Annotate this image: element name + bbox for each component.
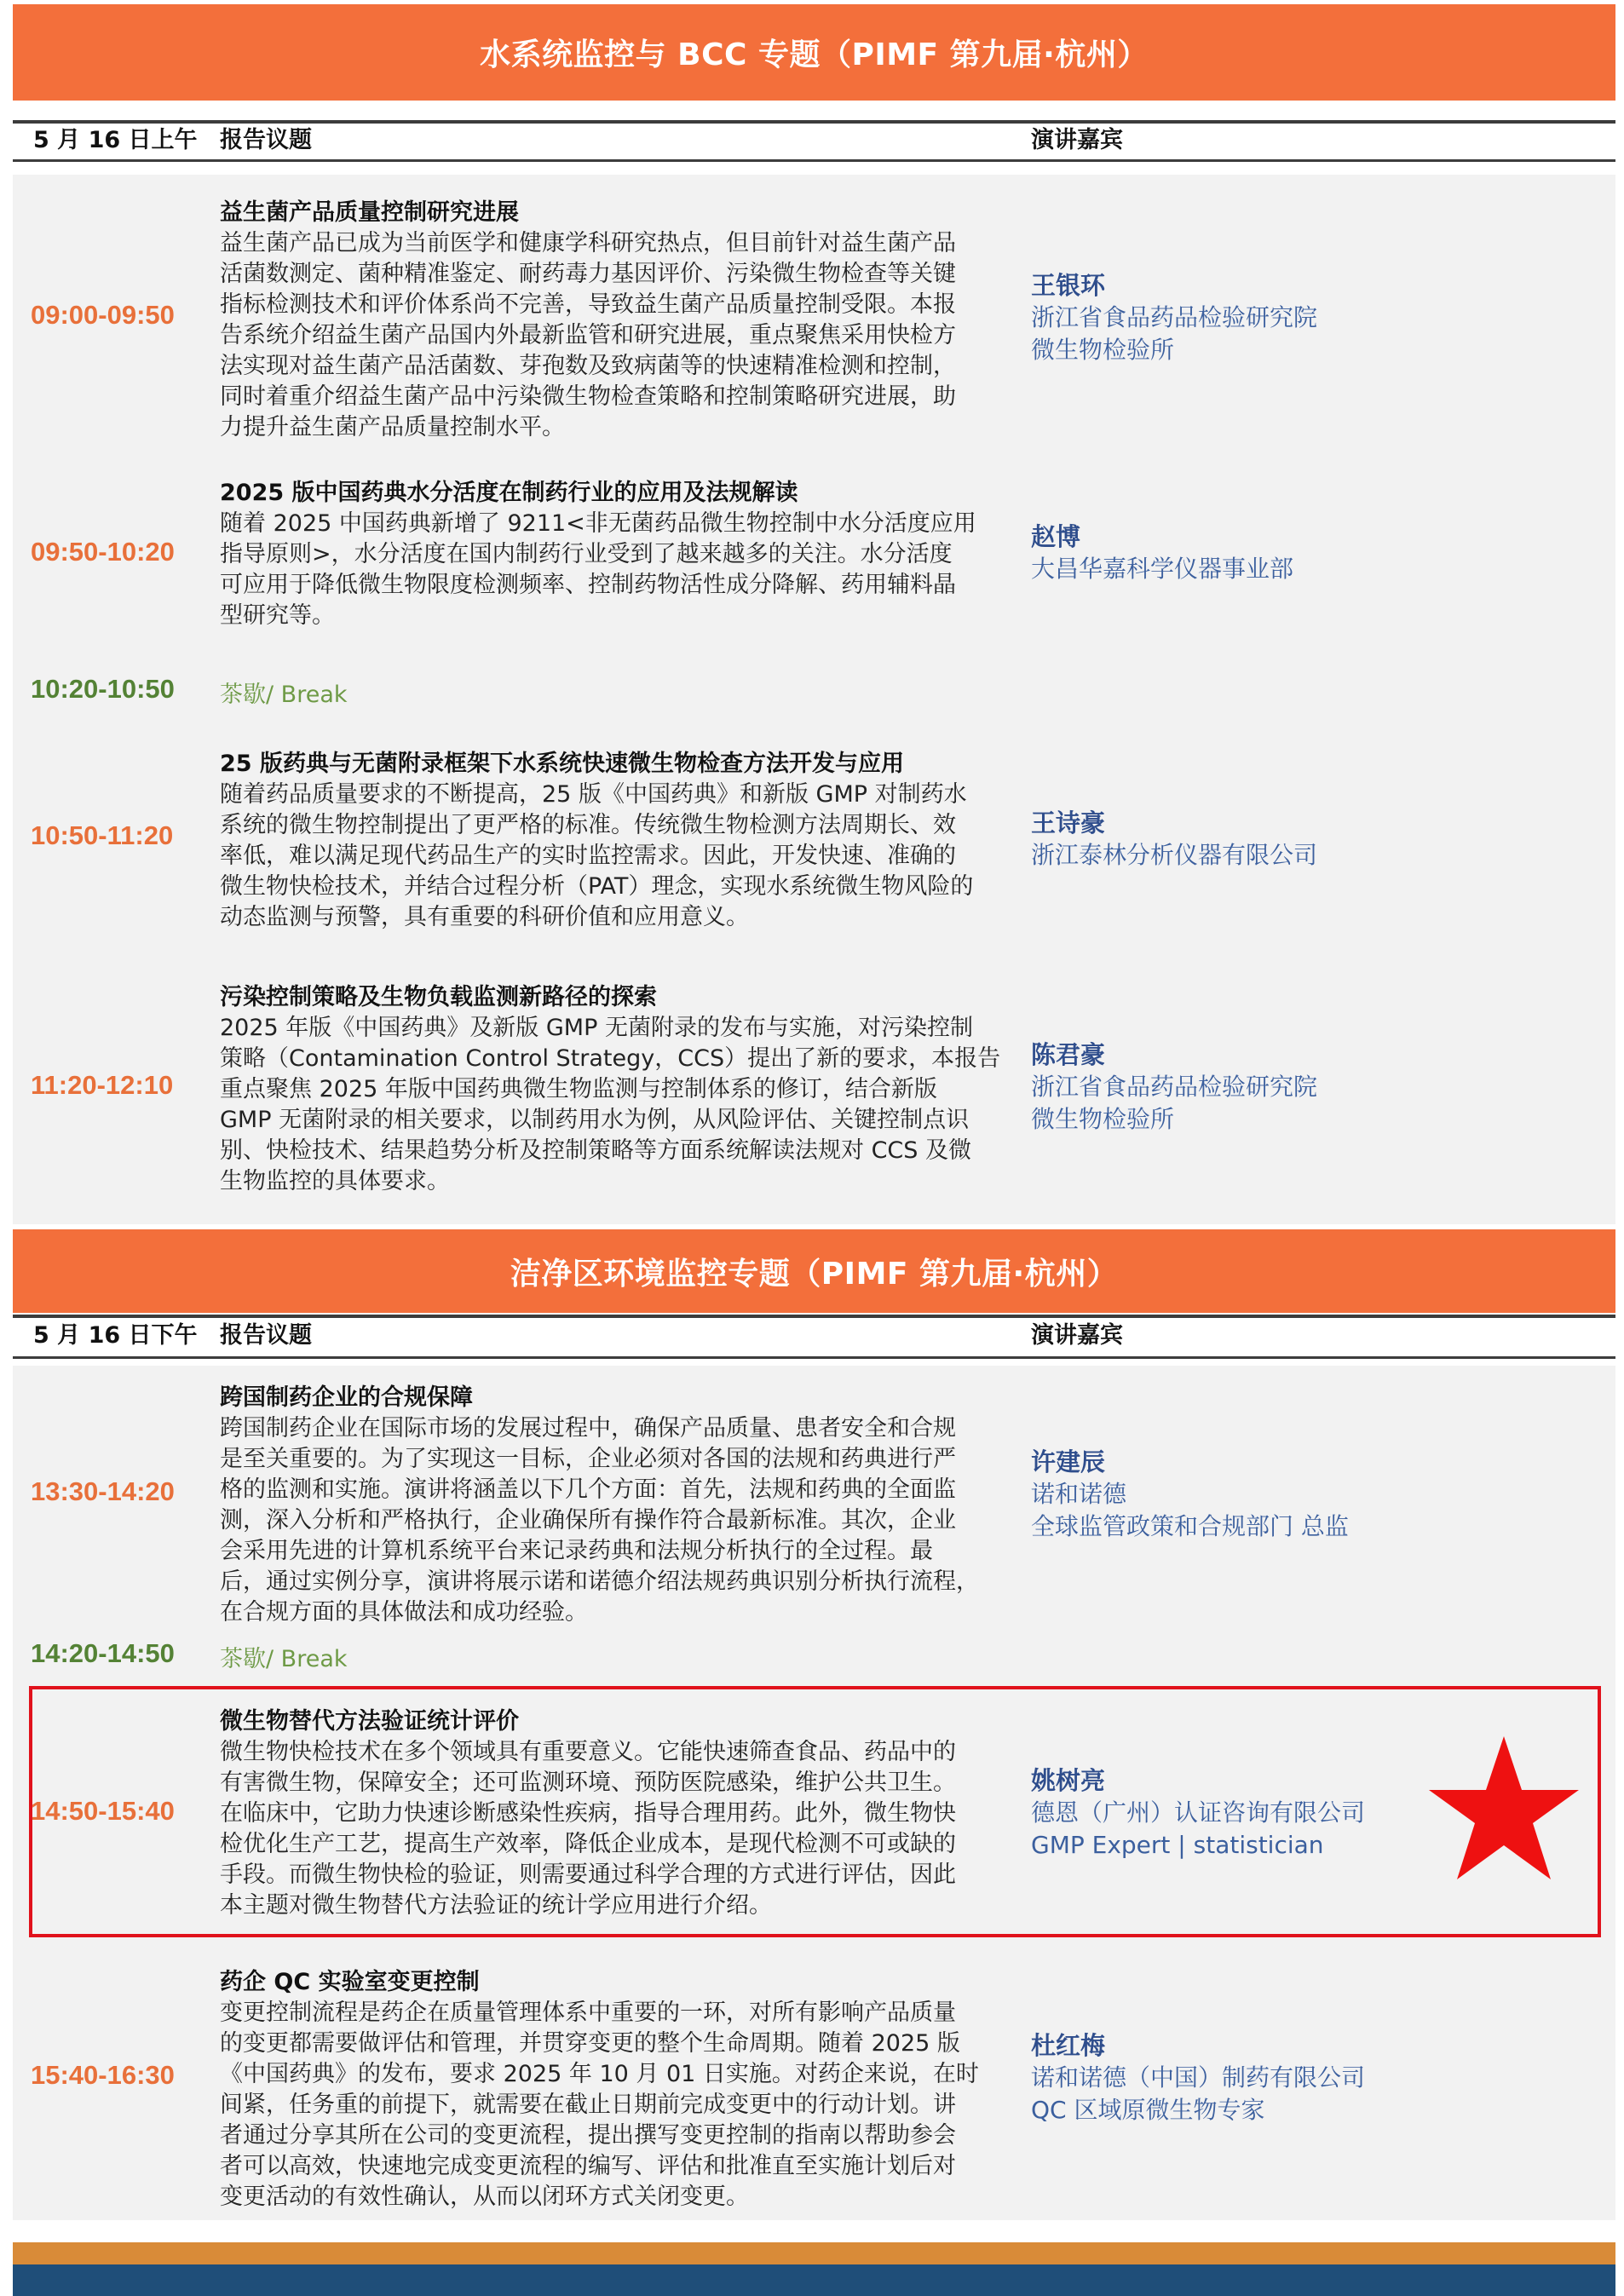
speaker-affiliation: 诺和诺德（中国）制药有限公司 QC 区域原微生物专家 xyxy=(1031,2063,1366,2124)
session-desc: 跨国制药企业在国际市场的发展过程中，确保产品质量、患者安全和合规 是至关重要的。为了实现这一目标，企业必须对各国的法规和药典进行严 格的监测和实施。演讲将涵盖以下几个方面：首先，法规和药典的全面监 测，深入分析和严格执行，企业确保所有操作符合最新标准。其次，企业 会采用先进的计算机系统平台来记录药典和法规分析执行的全过程。最 后，通过实例分享，演讲将展示诺和诺德介绍法规药典识别分析执行流程， 在合规方面的具体做法和成功经验。 xyxy=(220,1415,979,1626)
session-title: 益生菌产品质量控制研究进展 xyxy=(220,199,519,226)
session-title: 污染控制策略及生物负载监测新路径的探索 xyxy=(220,984,657,1010)
session-time: 13:30-14:20 xyxy=(31,1476,175,1506)
speaker-name: 王银环 xyxy=(1031,271,1106,300)
session-topic xyxy=(220,748,1004,933)
session-speaker xyxy=(1031,269,1508,366)
session-speaker xyxy=(1031,1039,1508,1136)
session-topic xyxy=(220,1706,1004,1921)
section2-banner: 洁净区环境监控专题（PIMF 第九届·杭州） xyxy=(13,1229,1615,1313)
speaker-name: 许建辰 xyxy=(1031,1447,1106,1476)
header-rule xyxy=(13,1356,1615,1359)
session-time: 14:50-15:40 xyxy=(31,1796,175,1826)
session-title: 2025 版中国药典水分活度在制药行业的应用及法规解读 xyxy=(220,480,798,506)
star-icon xyxy=(1427,1736,1581,1883)
header-topic: 报告议题 xyxy=(220,1322,312,1349)
session-desc: 随着 2025 中国药典新增了 9211<非无菌药品微生物控制中水分活度应用 指导原则>，水分活度在国内制药行业受到了越来越多的关注。水分活度 可应用于降低微生物限度检测频率、控制药物活性成分降解、药用辅料晶 型研究等。 xyxy=(220,510,976,629)
break-time: 14:20-14:50 xyxy=(31,1638,175,1668)
header-speaker: 演讲嘉宾 xyxy=(1031,1322,1123,1349)
session-topic xyxy=(220,1966,1004,2213)
session-desc: 变更控制流程是药企在质量管理体系中重要的一环，对所有影响产品质量 的变更都需要做评估和管理，并贯穿变更的整个生命周期。随着 2025 版 《中国药典》的发布，要求 2025 年 10 月 01 日实施。对药企来说，在时 间紧，任务重的前提下，就需要在截止日期前完成变更中的行动计划。讲 者通过分享其所在公司的变更流程，提出撰写变更控制的指南以帮助参会 者可以高效，快速地完成变更流程的编写、评估和批准直至实施计划后对 变更活动的有效性确认，从而以闭环方式关闭变更。 xyxy=(220,2000,979,2210)
footer-bar-blue xyxy=(13,2264,1615,2296)
session-title: 25 版药典与无菌附录框架下水系统快速微生物检查方法开发与应用 xyxy=(220,751,904,777)
speaker-affiliation: 大昌华嘉科学仪器事业部 xyxy=(1031,555,1294,583)
speaker-affiliation: 德恩（广州）认证咨询有限公司 GMP Expert | statistician xyxy=(1031,1798,1366,1859)
session-topic xyxy=(220,981,1004,1197)
break-label: 茶歇/ Break xyxy=(220,1646,348,1672)
session-time: 11:20-12:10 xyxy=(31,1070,174,1100)
session-time: 10:50-11:20 xyxy=(31,820,174,850)
session-desc: 2025 年版《中国药典》及新版 GMP 无菌附录的发布与实施，对污染控制 策略（Contamination Control Strategy，CCS）提出了新的要求，本报告 重点聚焦 2025 年版中国药典微生物监测与控制体系的修订，结合新版 GMP 无菌附录的相关要求，以制药用水为例，从风险评估、关键控制点识 别、快检技术、结果趋势分析及控制策略等方面系统解读法规对 CCS 及微 生物监控的具体要求。 xyxy=(220,1015,1001,1194)
header-time: 5 月 16 日上午 xyxy=(33,127,198,153)
header-topic: 报告议题 xyxy=(220,127,312,153)
header-speaker: 演讲嘉宾 xyxy=(1031,127,1123,153)
section1-banner: 水系统监控与 BCC 专题（PIMF 第九届·杭州） xyxy=(13,4,1615,101)
speaker-affiliation: 浙江省食品药品检验研究院 微生物检验所 xyxy=(1031,1073,1318,1133)
section2-header xyxy=(13,1319,1615,1353)
session-title: 微生物替代方法验证统计评价 xyxy=(220,1708,519,1735)
session-title: 跨国制药企业的合规保障 xyxy=(220,1384,473,1411)
header-rule xyxy=(13,1315,1615,1318)
break-time: 10:20-10:50 xyxy=(31,674,175,704)
session-title: 药企 QC 实验室变更控制 xyxy=(220,1969,480,1995)
session-speaker xyxy=(1031,2029,1508,2126)
speaker-name: 陈君豪 xyxy=(1031,1040,1106,1069)
speaker-name: 赵博 xyxy=(1031,522,1081,551)
header-time: 5 月 16 日下午 xyxy=(33,1322,198,1349)
session-topic xyxy=(220,1382,1004,1628)
session-time: 15:40-16:30 xyxy=(31,2060,175,2090)
speaker-affiliation: 浙江省食品药品检验研究院 微生物检验所 xyxy=(1031,303,1318,364)
session-topic xyxy=(220,477,1004,631)
speaker-affiliation: 诺和诺德 全球监管政策和合规部门 总监 xyxy=(1031,1480,1349,1540)
speaker-name: 杜红梅 xyxy=(1031,2031,1106,2060)
session-desc: 益生菌产品已成为当前医学和健康学科研究热点，但目前针对益生菌产品 活菌数测定、菌种精准鉴定、耐药毒力基因评价、污染微生物检查等关键 指标检测技术和评价体系尚不完善，导致益生菌产品质量控制受限。本报 告系统介绍益生菌产品国内外最新监管和研究进展，重点聚焦采用快检方 法实现对益生菌产品活菌数、芽孢数及致病菌等的快速精准检测和控制， 同时着重介绍益生菌产品中污染微生物检查策略和控制策略研究进展，助 力提升益生菌产品质量控制水平。 xyxy=(220,230,956,440)
session-topic xyxy=(220,197,1004,443)
session-time: 09:50-10:20 xyxy=(31,537,175,567)
session-speaker xyxy=(1031,521,1508,585)
session-speaker xyxy=(1031,807,1508,872)
header-rule xyxy=(13,159,1615,162)
speaker-name: 王诗豪 xyxy=(1031,808,1106,837)
speaker-name: 姚树亮 xyxy=(1031,1766,1106,1795)
session-desc: 微生物快检技术在多个领域具有重要意义。它能快速筛查食品、药品中的 有害微生物，保障安全；还可监测环境、预防医院感染，维护公共卫生。 在临床中，它助力快速诊断感染性疾病，指导合理用药。此外，微生物快 检优化生产工艺，提高生产效率，降低企业成本，是现代检测不可或缺的 手段。而微生物快检的验证，则需要通过科学合理的方式进行评估，因此 本主题对微生物替代方法验证的统计学应用进行介绍。 xyxy=(220,1739,956,1919)
break-label: 茶歇/ Break xyxy=(220,682,348,708)
footer-bar-orange xyxy=(13,2242,1615,2264)
section1-header xyxy=(13,124,1615,158)
session-time: 09:00-09:50 xyxy=(31,300,175,330)
session-desc: 随着药品质量要求的不断提高，25 版《中国药典》和新版 GMP 对制药水 系统的微生物控制提出了更严格的标准。传统微生物检测方法周期长、效 率低，难以满足现代药品生产的实时监控需求。因此，开发快速、准确的 微生物快检技术，并结合过程分析（PAT）理念，实现水系统微生物风险的 动态监测与预警，具有重要的科研价值和应用意义。 xyxy=(220,781,974,930)
session-speaker xyxy=(1031,1446,1508,1543)
speaker-affiliation: 浙江泰林分析仪器有限公司 xyxy=(1031,841,1318,869)
